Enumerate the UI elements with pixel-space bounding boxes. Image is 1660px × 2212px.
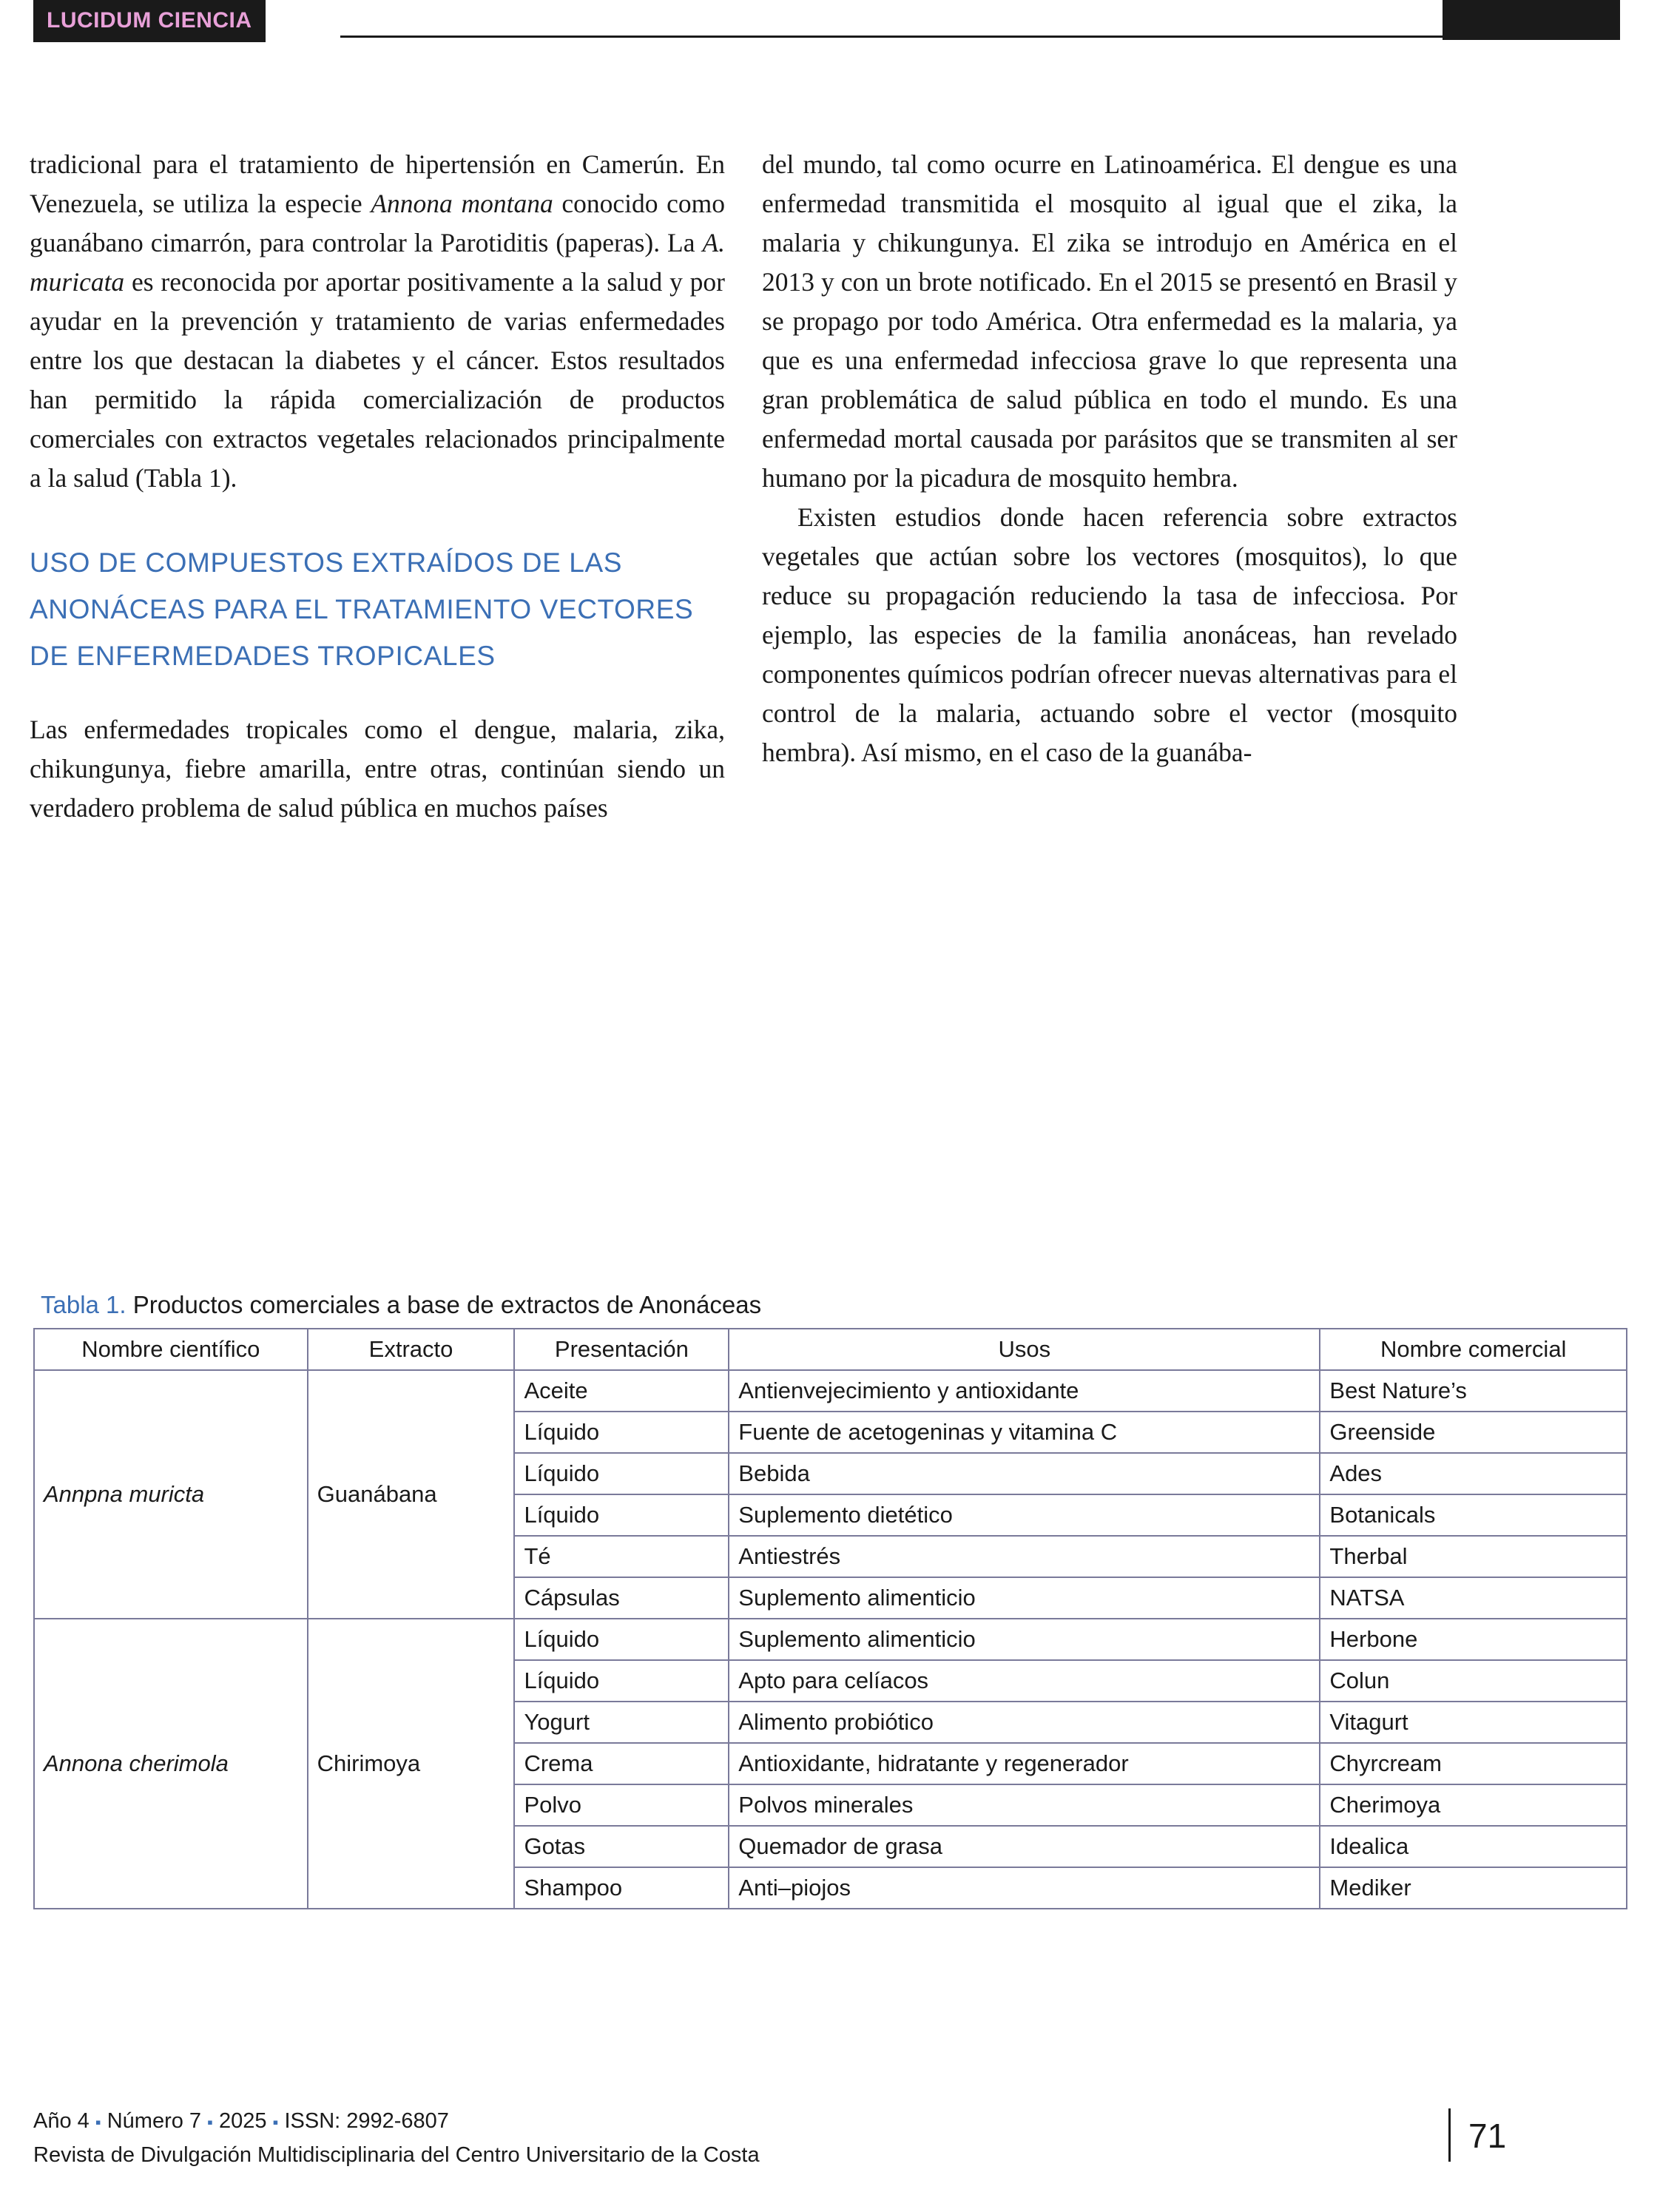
table-row: [34, 1619, 1627, 1660]
cell-presentation: Líquido: [514, 1494, 729, 1536]
bullet-square-icon: ▪: [95, 2112, 101, 2131]
col-header-commercial-name: Nombre comercial: [1320, 1329, 1627, 1370]
cell-scientific-name: Annona cherimola: [34, 1619, 308, 1909]
cell-use: Antioxidante, hidratante y regenerador: [729, 1743, 1320, 1784]
cell-use: Suplemento alimenticio: [729, 1619, 1320, 1660]
left-paragraph-1: [30, 145, 725, 498]
cell-presentation: Gotas: [514, 1826, 729, 1867]
cell-use: Quemador de grasa: [729, 1826, 1320, 1867]
cell-extract: Chirimoya: [308, 1619, 515, 1909]
cell-commercial-name: Idealica: [1320, 1826, 1627, 1867]
left-paragraph-2: Las enfermedades tropicales como el dengue, malaria, zika, chikungunya, fiebre amarilla, entre otras, continúan siendo un verdadero problema de salud pública en muchos países: [30, 715, 725, 823]
cell-presentation: Líquido: [514, 1453, 729, 1494]
cell-use: Alimento probiótico: [729, 1702, 1320, 1743]
right-paragraph-2: Existen estudios donde hacen referencia sobre extractos vegetales que actúan sobre los vectores (mosquitos), lo que reduce su propagación reduciendo la tasa de infecciosa. Por ejemplo, las especies de la familia anonáceas, han revelado componentes químicos podrían ofrecer nuevas alternativas para el control de la malaria, actuando sobre el vector (mosquito hembra). Así mismo, en el caso de la guanába-: [762, 502, 1457, 767]
cell-commercial-name: Colun: [1320, 1660, 1627, 1702]
left-p1-part2: conocido como guanábano cimarrón, para controlar la Parotiditis (paperas). La: [30, 189, 726, 257]
cell-commercial-name: Chyrcream: [1320, 1743, 1627, 1784]
left-p1-italic-1: Annona montana: [371, 189, 553, 218]
cell-presentation: Shampoo: [514, 1867, 729, 1909]
cell-presentation: Polvo: [514, 1784, 729, 1826]
table-header: [34, 1329, 1627, 1370]
cell-use: Fuente de acetogeninas y vitamina C: [729, 1412, 1320, 1453]
cell-use: Antiestrés: [729, 1536, 1320, 1577]
col-header-uses: Usos: [729, 1329, 1320, 1370]
footer-line-2: Revista de Divulgación Multidisciplinaria del Centro Universitario de la Costa: [33, 2142, 760, 2167]
left-p1-part1: tradicional para el tratamiento de hipertensión en Camerún. En Venezuela, se utiliza la especie: [30, 149, 725, 218]
cell-presentation: Té: [514, 1536, 729, 1577]
cell-scientific-name: Annpna muricta: [34, 1370, 308, 1619]
col-header-scientific-name: Nombre científico: [34, 1329, 308, 1370]
table-caption-label: Tabla 1.: [41, 1291, 126, 1318]
cell-presentation: Líquido: [514, 1619, 729, 1660]
cell-commercial-name: Greenside: [1320, 1412, 1627, 1453]
cell-commercial-name: Cherimoya: [1320, 1784, 1627, 1826]
cell-use: Anti–piojos: [729, 1867, 1320, 1909]
cell-use: Bebida: [729, 1453, 1320, 1494]
right-column: [762, 145, 1457, 772]
table-caption: [41, 1291, 761, 1319]
page-header: [0, 0, 1660, 46]
table-body: [34, 1370, 1627, 1909]
section-heading: USO DE COMPUESTOS EXTRAÍDOS DE LAS ANONÁCEAS PARA EL TRATAMIENTO VECTORES DE ENFERMEDADES TROPICALES: [30, 547, 694, 671]
page-number: 71: [1468, 2117, 1507, 2155]
footer-year: Año 4: [33, 2109, 90, 2133]
left-p1-part3: es reconocida por aportar positivamente a la salud y por ayudar en la prevención y tratamiento de varias enfermedades entre los que destacan la diabetes y el cáncer. Estos resultados han permitido la rápida comercialización de productos comerciales con extractos vegetales relacionados principalmente a la salud (Tabla 1).: [30, 267, 725, 493]
cell-use: Suplemento alimenticio: [729, 1577, 1320, 1619]
page-footer: [33, 2105, 760, 2172]
cell-presentation: Crema: [514, 1743, 729, 1784]
cell-commercial-name: Herbone: [1320, 1619, 1627, 1660]
right-paragraph-1: del mundo, tal como ocurre en Latinoamérica. El dengue es una enfermedad transmitida el mosquito al igual que el zika, la malaria y chikungunya. El zika se introdujo en América en el 2013 y con un brote notificado. En el 2015 se presentó en Brasil y se propago por todo América. Otra enfermedad es la malaria, ya que es una enfermedad infecciosa grave lo que representa una gran problemática de salud pública en todo el mundo. Es una enfermedad mortal causada por parásitos que se transmiten al ser humano por la picadura de mosquito hembra.: [762, 149, 1457, 493]
cell-commercial-name: Ades: [1320, 1453, 1627, 1494]
bullet-square-icon: ▪: [207, 2112, 213, 2131]
cell-presentation: Líquido: [514, 1660, 729, 1702]
header-corner-block: [1443, 0, 1620, 38]
cell-commercial-name: Best Nature’s: [1320, 1370, 1627, 1412]
col-header-extract: Extracto: [308, 1329, 515, 1370]
cell-presentation: Aceite: [514, 1370, 729, 1412]
cell-commercial-name: NATSA: [1320, 1577, 1627, 1619]
products-table: [33, 1328, 1627, 1909]
left-column: [30, 145, 725, 828]
journal-tag: LUCIDUM CIENCIA: [33, 0, 266, 42]
cell-use: Apto para celíacos: [729, 1660, 1320, 1702]
footer-issn: ISSN: 2992-6807: [284, 2109, 449, 2133]
header-rule: [340, 36, 1443, 38]
cell-use: Antienvejecimiento y antioxidante: [729, 1370, 1320, 1412]
header-rule-right: [1443, 34, 1620, 40]
table-row: [34, 1370, 1627, 1412]
page-number-divider: [1448, 2108, 1451, 2162]
bullet-square-icon: ▪: [272, 2112, 279, 2131]
cell-use: Suplemento dietético: [729, 1494, 1320, 1536]
table-header-row: [34, 1329, 1627, 1370]
left-p1-italic-2: A. muricata: [30, 228, 725, 297]
col-header-presentation: Presentación: [514, 1329, 729, 1370]
cell-commercial-name: Mediker: [1320, 1867, 1627, 1909]
footer-line-1: [33, 2105, 760, 2139]
cell-commercial-name: Therbal: [1320, 1536, 1627, 1577]
cell-presentation: Líquido: [514, 1412, 729, 1453]
footer-issue: Número 7: [107, 2109, 202, 2133]
cell-commercial-name: Botanicals: [1320, 1494, 1627, 1536]
table-caption-text: Productos comerciales a base de extractos de Anonáceas: [126, 1291, 762, 1318]
cell-presentation: Cápsulas: [514, 1577, 729, 1619]
cell-use: Polvos minerales: [729, 1784, 1320, 1826]
footer-date: 2025: [219, 2109, 267, 2133]
cell-extract: Guanábana: [308, 1370, 515, 1619]
cell-commercial-name: Vitagurt: [1320, 1702, 1627, 1743]
cell-presentation: Yogurt: [514, 1702, 729, 1743]
